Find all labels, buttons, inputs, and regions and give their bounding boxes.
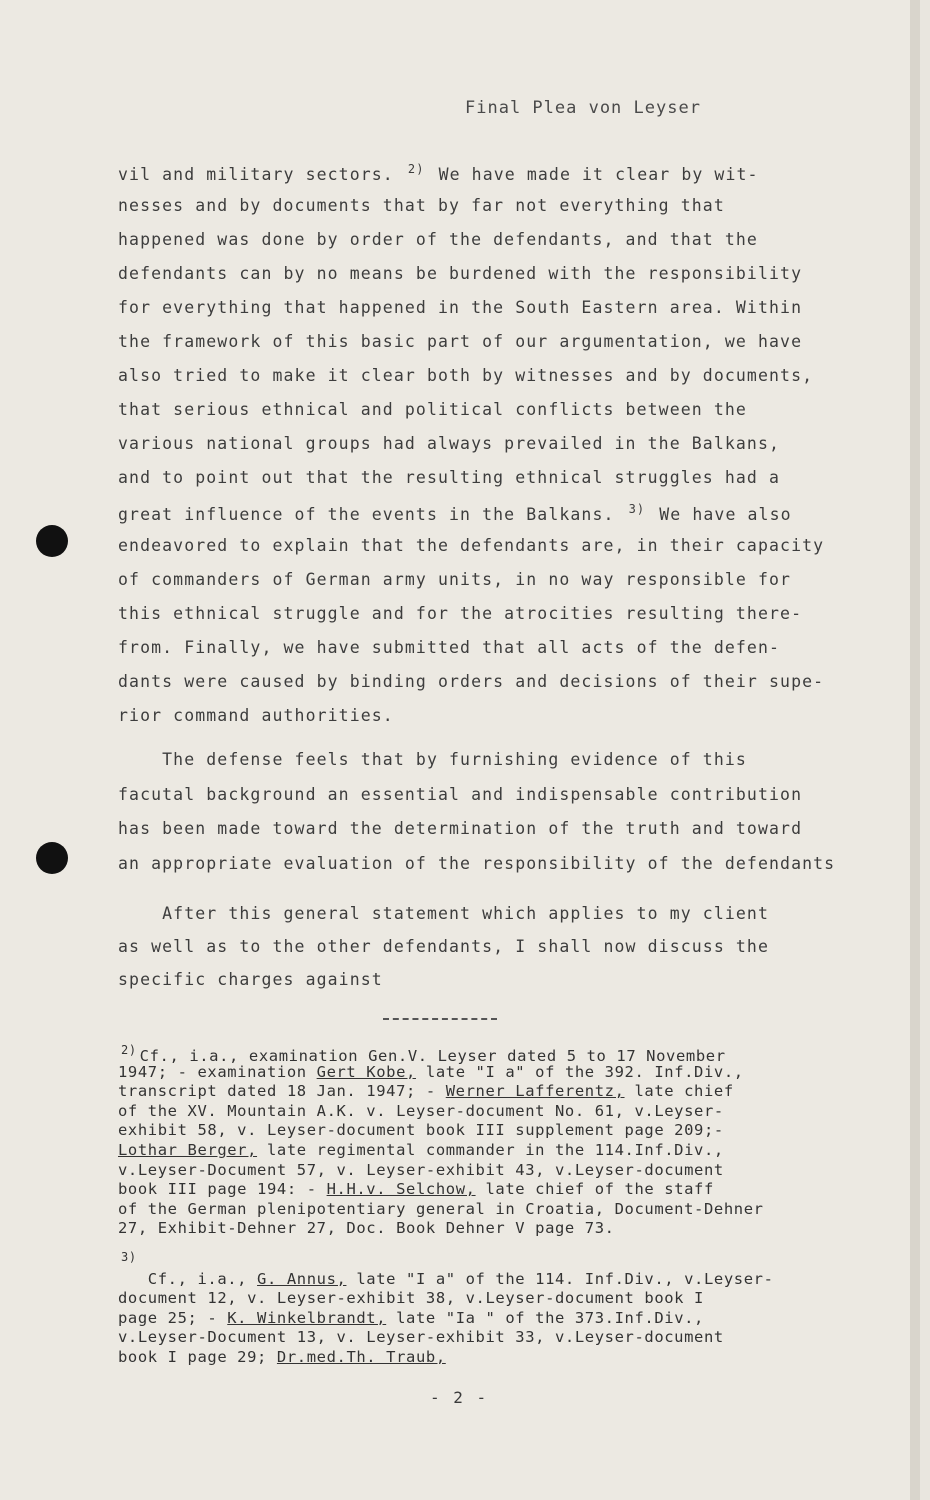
body-line: endeavored to explain that the defendants are, in their capacity [118, 536, 825, 555]
footnote-line: exhibit 58, v. Leyser-document book III supplement page 209;- [118, 1121, 724, 1140]
body-line: nesses and by documents that by far not everything that [118, 196, 725, 215]
separator-rule [383, 1018, 497, 1020]
footnote-line: book III page 194: - H.H.v. Selchow, late chief of the staff [118, 1180, 714, 1199]
body-line: as well as to the other defendants, I shall now discuss the [118, 937, 769, 956]
footnote-line: document 12, v. Leyser-exhibit 38, v.Leyser-document book I [118, 1289, 704, 1308]
punch-hole [36, 842, 68, 874]
footnote-line: 1947; - examination Gert Kobe, late "I a" of the 392. Inf.Div., [118, 1062, 744, 1081]
footnote-marker: 2) [121, 1043, 137, 1057]
body-line: the framework of this basic part of our argumentation, we have [118, 332, 803, 351]
body-line: an appropriate evaluation of the responsibility of the defendants [118, 853, 836, 873]
underlined-name: Lothar Berger, [118, 1141, 258, 1159]
footnote-line: v.Leyser-Document 57, v. Leyser-exhibit 43, v.Leyser-document [118, 1160, 724, 1179]
body-line: from. Finally, we have submitted that all acts of the defen- [118, 638, 781, 657]
body-line: has been made toward the determination of the truth and toward [118, 819, 803, 838]
footnote-line: $^{2)}$ Cf., i.a., examination Gen.V. Leyser dated 5 to 17 November [121, 1043, 726, 1065]
underlined-name: Gert Kobe, [316, 1062, 416, 1081]
footnote-line: of the German plenipotentiary general in Croatia, Document-Dehner [118, 1199, 764, 1218]
underlined-name: K. Winkelbrandt, [227, 1308, 387, 1327]
body-line: rior command authorities. [118, 706, 394, 725]
footnote-line: Cf., i.a., G. Annus, late "I a" of the 114. Inf.Div., v.Leyser- [118, 1269, 774, 1288]
footnote-marker: 3) [121, 1250, 137, 1264]
body-line: for everything that happened in the South Eastern area. Within [118, 298, 803, 317]
body-line: of commanders of German army units, in no way responsible for [118, 570, 792, 589]
page-number: - 2 - [430, 1388, 489, 1407]
body-line: this ethnical struggle and for the atrocities resulting there- [118, 604, 803, 623]
body-line: vil and military sectors. $^{2)}$ We have made it clear by wit- [118, 162, 759, 184]
body-line: facutal background an essential and indispensable contribution [118, 784, 803, 804]
body-line: specific charges against [118, 970, 383, 989]
underlined-name: G. Annus, [257, 1269, 347, 1288]
underlined-name: H.H.v. Selchow, [326, 1180, 476, 1199]
footnote-line: page 25; - K. Winkelbrandt, late "Ia " of the 373.Inf.Div., [118, 1308, 704, 1327]
underlined-name: Dr.med.Th. Traub, [276, 1348, 446, 1366]
underlined-name: Werner Lafferentz, [445, 1082, 625, 1101]
punch-hole [36, 525, 68, 557]
footnote-marker: 2) [407, 162, 425, 176]
footnote-line: 27, Exhibit-Dehner 27, Doc. Book Dehner V page 73. [118, 1219, 615, 1238]
body-line: also tried to make it clear both by witnesses and by documents, [118, 366, 814, 385]
body-line: dants were caused by binding orders and decisions of their supe- [118, 672, 825, 691]
footnote-line: v.Leyser-Document 13, v. Leyser-exhibit 33, v.Leyser-document [118, 1328, 724, 1347]
body-line: defendants can by no means be burdened with the responsibility [118, 264, 803, 283]
body-line: that serious ethnical and political conflicts between the [118, 400, 747, 419]
footnote-marker: 3) [628, 502, 646, 516]
body-line: happened was done by order of the defendants, and that the [118, 230, 758, 249]
footnote-line: book I page 29; Dr.med.Th. Traub, [118, 1348, 446, 1366]
body-line: After this general statement which applies to my client [118, 904, 769, 923]
footnote-line: of the XV. Mountain A.K. v. Leyser-document No. 61, v.Leyser- [118, 1101, 724, 1120]
page-header: Final Plea von Leyser [465, 98, 701, 118]
body-line: various national groups had always prevailed in the Balkans, [118, 434, 781, 453]
body-line: great influence of the events in the Balkans. $^{3)}$ We have also [118, 502, 792, 524]
body-line: and to point out that the resulting ethnical struggles had a [118, 468, 781, 487]
footnote-line: transcript dated 18 Jan. 1947; - Werner Lafferentz, late chief [118, 1082, 734, 1101]
body-line: The defense feels that by furnishing evidence of this [118, 750, 747, 769]
footnote-line: Lothar Berger, late regimental commander in the 114.Inf.Div., [118, 1141, 724, 1159]
page-edge [910, 0, 920, 1500]
